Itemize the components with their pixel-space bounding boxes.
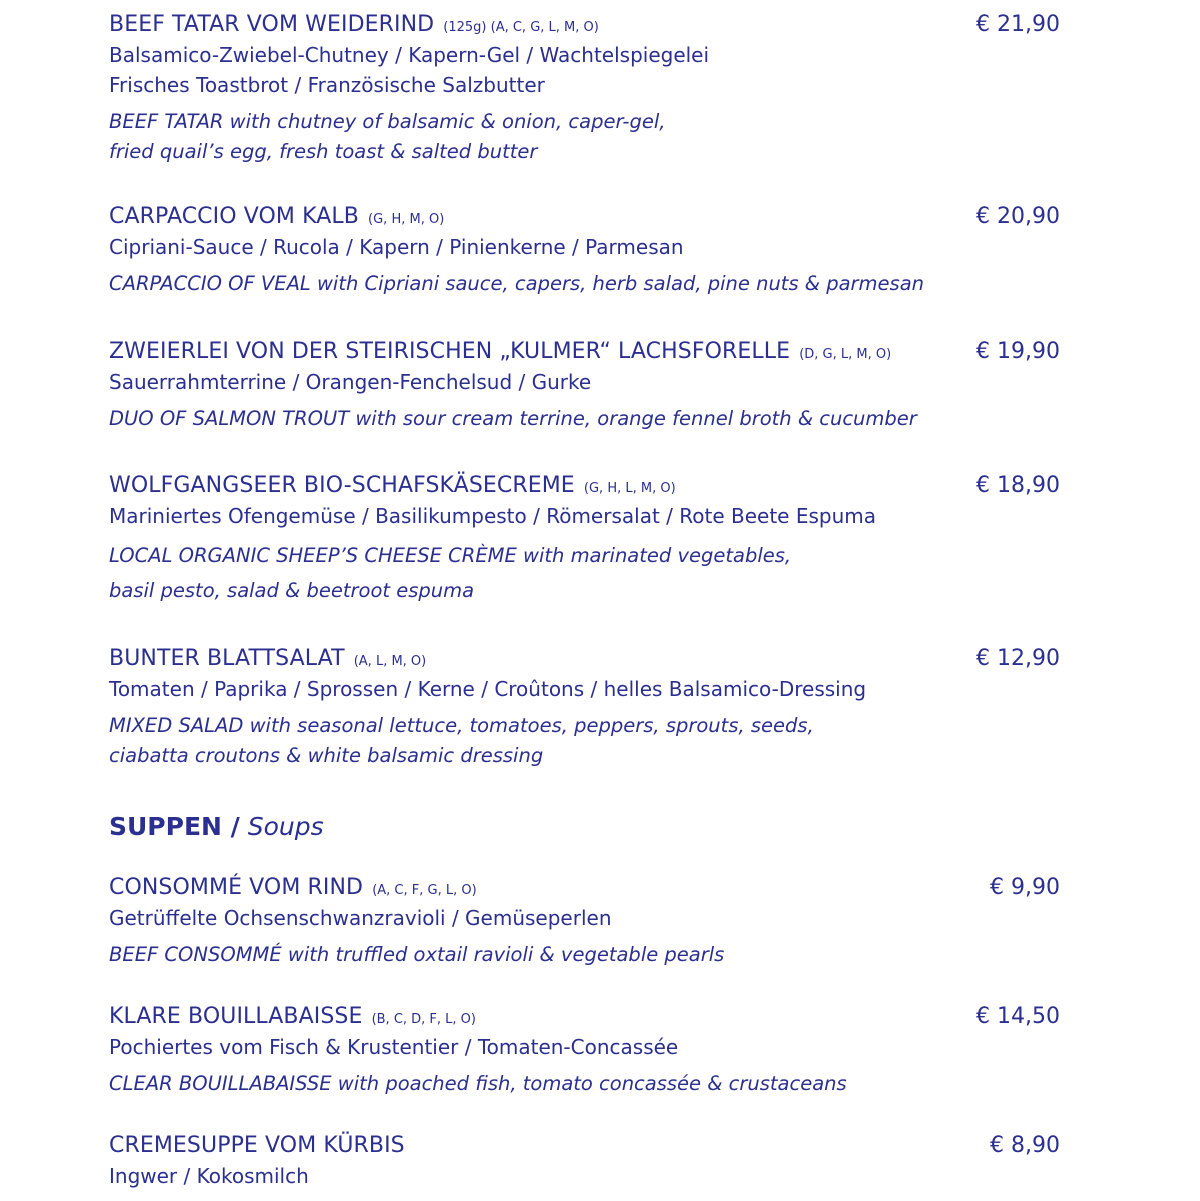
item-name: WOLFGANGSEER BIO-SCHAFSKÄSECREME [109, 473, 575, 498]
item-description-de: Cipriani-Sauce / Rucola / Kapern / Pinienkerne / Parmesan [109, 235, 684, 259]
item-description-de: Frisches Toastbrot / Französische Salzbutter [109, 73, 545, 97]
item-title-row [109, 10, 1060, 40]
item-name: CREMESUPPE VOM KÜRBIS [109, 1133, 405, 1158]
item-description-en: fried quail’s egg, fresh toast & salted butter [109, 140, 538, 163]
item-price: € 9,90 [990, 875, 1060, 900]
item-name: CARPACCIO VOM KALB [109, 204, 359, 229]
item-description-en: DUO OF SALMON TROUT with sour cream terrine, orange fennel broth & cucumber [109, 407, 917, 430]
item-allergens: (B, C, D, F, L, O) [371, 1012, 476, 1027]
item-title-row [109, 873, 1060, 903]
item-price: € 20,90 [976, 204, 1060, 229]
item-description-en: LOCAL ORGANIC SHEEP’S CHEESE CRÈME with marinated vegetables, [109, 544, 792, 567]
menu-item-carpaccio [109, 202, 1060, 299]
item-allergens: (A, L, M, O) [353, 654, 427, 669]
menu-item-consomme [109, 873, 1060, 970]
cutoff-text-fragment [400, 1195, 670, 1201]
item-description-en-block [109, 538, 1060, 608]
item-description-en-block [109, 269, 1060, 299]
item-name: CONSOMMÉ VOM RIND [109, 875, 364, 900]
menu-item-sheeps-cheese [109, 471, 1060, 608]
item-name: BEEF TATAR VOM WEIDERIND [109, 12, 435, 37]
item-description-en-block [109, 711, 1060, 771]
item-title-row [109, 1002, 1060, 1032]
item-title-row [109, 337, 1060, 367]
item-description-en-block [109, 404, 1060, 434]
item-description-en: BEEF CONSOMMÉ with truffled oxtail ravioli & vegetable pearls [109, 943, 725, 966]
item-description-de: Tomaten / Paprika / Sprossen / Kerne / Croûtons / helles Balsamico-Dressing [109, 677, 867, 701]
section-heading-soups [109, 810, 324, 844]
item-title-row [109, 202, 1060, 232]
item-allergens: (125g) (A, C, G, L, M, O) [443, 20, 599, 35]
section-heading-de: SUPPEN / [109, 812, 240, 841]
item-price: € 19,90 [976, 339, 1060, 364]
item-description-de: Getrüffelte Ochsenschwanzravioli / Gemüseperlen [109, 906, 612, 930]
menu-item-pumpkin-soup [109, 1131, 1060, 1191]
item-description-en: MIXED SALAD with seasonal lettuce, tomatoes, peppers, sprouts, seeds, [109, 714, 814, 737]
item-title-row [109, 644, 1060, 674]
item-description-de: Pochiertes vom Fisch & Krustentier / Tomaten-Concassée [109, 1035, 679, 1059]
menu-item-beef-tatar [109, 10, 1060, 167]
section-heading-en: Soups [247, 812, 324, 841]
menu-item-salmon-trout [109, 337, 1060, 434]
item-description-en: CARPACCIO OF VEAL with Cipriani sauce, capers, herb salad, pine nuts & parmesan [109, 272, 925, 295]
item-allergens: (D, G, L, M, O) [799, 347, 892, 362]
item-name: BUNTER BLATTSALAT [109, 646, 345, 671]
item-description-en-block [109, 1069, 1060, 1099]
item-price: € 14,50 [976, 1004, 1060, 1029]
item-allergens: (A, C, F, G, L, O) [372, 883, 477, 898]
item-description-de: Balsamico-Zwiebel-Chutney / Kapern-Gel / Wachtelspiegelei [109, 43, 710, 67]
item-title-row [109, 1131, 1060, 1161]
item-description-en: basil pesto, salad & beetroot espuma [109, 579, 475, 602]
item-name: KLARE BOUILLABAISSE [109, 1004, 363, 1029]
item-price: € 18,90 [976, 473, 1060, 498]
item-allergens: (G, H, L, M, O) [583, 481, 676, 496]
item-description-en-block [109, 940, 1060, 970]
item-description-en-block [109, 107, 1060, 167]
item-price: € 8,90 [990, 1133, 1060, 1158]
item-description-de: Mariniertes Ofengemüse / Basilikumpesto / Römersalat / Rote Beete Espuma [109, 504, 876, 528]
item-price: € 21,90 [976, 12, 1060, 37]
item-price: € 12,90 [976, 646, 1060, 671]
item-allergens: (G, H, M, O) [368, 212, 445, 227]
item-description-de: Ingwer / Kokosmilch [109, 1164, 309, 1188]
item-description-en: CLEAR BOUILLABAISSE with poached fish, tomato concassée & crustaceans [109, 1072, 847, 1095]
menu-item-bouillabaisse [109, 1002, 1060, 1099]
menu-item-mixed-salad [109, 644, 1060, 771]
item-title-row [109, 471, 1060, 501]
item-description-en: ciabatta croutons & white balsamic dressing [109, 744, 544, 767]
item-description-en: BEEF TATAR with chutney of balsamic & onion, caper-gel, [109, 110, 666, 133]
item-name: ZWEIERLEI VON DER STEIRISCHEN „KULMER“ LACHSFORELLE [109, 339, 791, 364]
item-description-de: Sauerrahmterrine / Orangen-Fenchelsud / Gurke [109, 370, 592, 394]
